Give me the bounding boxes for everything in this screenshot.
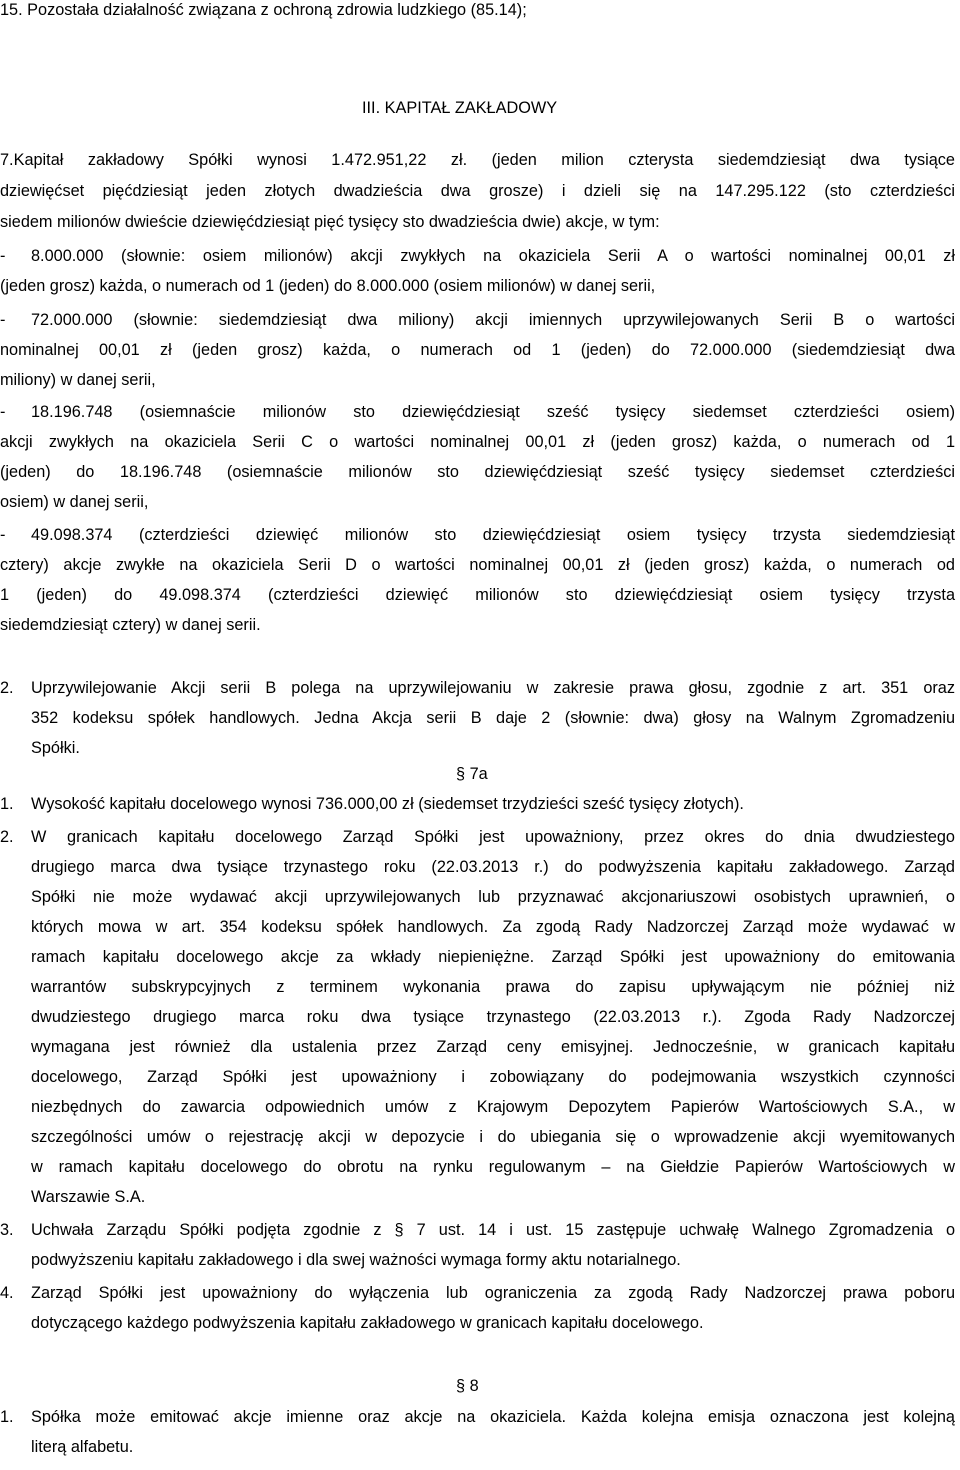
- paragraph-line: literą alfabetu.: [31, 1438, 134, 1456]
- list-number: 1.: [0, 1408, 14, 1426]
- paragraph-line: podwyższeniu kapitału zakładowego i dla swej ważności wymaga formy aktu notarialnego.: [31, 1251, 681, 1269]
- paragraph-line: Spółki.: [31, 739, 80, 757]
- list-dash: -: [0, 526, 6, 544]
- paragraph-line: 352 kodeksu spółek handlowych. Jedna Akcja serii B daje 2 (słownie: dwa) głosy na Walnym Zgromadzeniu: [31, 709, 955, 727]
- list-number: 4.: [0, 1284, 14, 1302]
- paragraph-line: Uprzywilejowanie Akcji serii B polega na uprzywilejowaniu w zakresie prawa głosu, zgodnie z art. 351 oraz: [31, 679, 955, 697]
- section-number: 7a: [469, 765, 488, 783]
- list-number: 2.: [0, 679, 14, 697]
- section-7-line: 7.Kapitał zakładowy Spółki wynosi 1.472.951,22 zł. (jeden milion czterysta siedemdziesiąt dwa tysiące: [0, 151, 955, 169]
- paragraph-line: dotyczącego każdego podwyższenia kapitału zakładowego w granicach kapitału docelowego.: [31, 1314, 704, 1332]
- section-symbol: §: [456, 1377, 466, 1395]
- series-line: (jeden) do 18.196.748 (osiemnaście milionów sto dziewięćdziesiąt sześć tysięcy siedemset czterdzieści: [0, 463, 955, 481]
- paragraph-line: drugiego marca dwa tysiące trzynastego roku (22.03.2013 r.) do podwyższenia kapitału zakładowego. Zarząd: [31, 858, 955, 876]
- paragraph-line: których mowa w art. 354 kodeksu spółek handlowych. Za zgodą Rady Nadzorczej Zarząd może wydawać w: [31, 918, 955, 936]
- list-number: 1.: [0, 795, 14, 813]
- section-7-line: dziewięćset pięćdziesiąt jeden złotych dwadzieścia dwa grosze) i dzieli się na 147.295.122 (sto czterdzieści: [0, 182, 955, 200]
- series-line: osiem) w danej serii,: [0, 493, 149, 511]
- section-heading-7a: [456, 762, 488, 786]
- section-7-line: siedem milionów dwieście dziewięćdziesiąt pięć tysięcy sto dwadzieścia dwie) akcje, w tym:: [0, 213, 660, 231]
- series-line: miliony) w danej serii,: [0, 371, 156, 389]
- paragraph-line: docelowego, Zarząd Spółki jest upoważniony i zobowiązany do podejmowania wszystkich czynności: [31, 1068, 955, 1086]
- section-heading-8: [456, 1374, 479, 1398]
- paragraph-line: Warszawie S.A.: [31, 1188, 146, 1206]
- series-line: (jeden grosz) każda, o numerach od 1 (jeden) do 8.000.000 (osiem milionów) w danej serii,: [0, 277, 656, 295]
- paragraph-line: W granicach kapitału docelowego Zarząd Spółki jest upoważniony, przez okres do dnia dwudziestego: [31, 828, 955, 846]
- section-number: 8: [469, 1377, 479, 1395]
- paragraph-line: Uchwała Zarządu Spółki podjęta zgodnie z § 7 ust. 14 i ust. 15 zastępuje uchwałę Walnego Zgromadzenia o: [31, 1221, 955, 1239]
- paragraph-line: warrantów subskrypcyjnych z terminem wykonania prawa do zapisu upływającym nie później niż: [31, 978, 955, 996]
- list-dash: -: [0, 247, 6, 265]
- list-number: 2.: [0, 828, 14, 846]
- paragraph-line: Wysokość kapitału docelowego wynosi 736.000,00 zł (siedemset trzydzieści sześć tysięcy złotych).: [31, 795, 744, 813]
- paragraph-line: Spółki nie może wydawać akcji uprzywilejowanych lub przyznawać akcjonariuszowi osobistych uprawnień, o: [31, 888, 955, 906]
- activity-item-15: 15. Pozostała działalność związana z ochroną zdrowia ludzkiego (85.14);: [0, 1, 527, 19]
- series-line: 18.196.748 (osiemnaście milionów sto dziewięćdziesiąt sześć tysięcy siedemset czterdzieści osiem): [31, 403, 955, 421]
- series-line: 8.000.000 (słownie: osiem milionów) akcji zwykłych na okaziciela Serii A o wartości nominalnej 00,01 zł: [31, 247, 955, 265]
- series-line: 1 (jeden) do 49.098.374 (czterdzieści dziewięć milionów sto dziewięćdziesiąt osiem tysięcy trzysta: [0, 586, 955, 604]
- list-number: 3.: [0, 1221, 14, 1239]
- series-line: siedemdziesiąt cztery) w danej serii.: [0, 616, 261, 634]
- paragraph-line: szczególności umów o rejestrację akcji w depozycie i do ubiegania się o wprowadzenie akcji wyemitowanych: [31, 1128, 955, 1146]
- list-dash: -: [0, 311, 6, 329]
- series-line: 49.098.374 (czterdzieści dziewięć milionów sto dziewięćdziesiąt osiem tysięcy trzysta siedemdziesiąt: [31, 526, 955, 544]
- series-line: cztery) akcje zwykłe na okaziciela Serii D o wartości nominalnej 00,01 zł (jeden grosz) każda, o numerach od: [0, 556, 955, 574]
- series-line: akcji zwykłych na okaziciela Serii C o wartości nominalnej 00,01 zł (jeden grosz) każda, o numerach od 1: [0, 433, 955, 451]
- paragraph-line: dwudziestego drugiego marca roku dwa tysiące trzynastego (22.03.2013 r.). Zgoda Rady Nadzorczej: [31, 1008, 955, 1026]
- paragraph-line: Zarząd Spółki jest upoważniony do wyłączenia lub ograniczenia za zgodą Rady Nadzorczej prawa poboru: [31, 1284, 955, 1302]
- paragraph-line: w ramach kapitału docelowego do obrotu na rynku regulowanym – na Giełdzie Papierów Wartościowych w: [31, 1158, 955, 1176]
- paragraph-line: niezbędnych do zawarcia odpowiednich umów z Krajowym Depozytem Papierów Wartościowych S.A., w: [31, 1098, 955, 1116]
- list-dash: -: [0, 403, 6, 421]
- paragraph-line: ramach kapitału docelowego akcje za wkłady niepieniężne. Zarząd Spółki jest upoważniony do emitowania: [31, 948, 955, 966]
- paragraph-line: wymagana jest również dla ustalenia przez Zarząd ceny emisyjnej. Jednocześnie, w granicach kapitału: [31, 1038, 955, 1056]
- series-line: 72.000.000 (słownie: siedemdziesiąt dwa miliony) akcji imiennych uprzywilejowanych Serii B o wartości: [31, 311, 955, 329]
- section-heading-kapital: III. KAPITAŁ ZAKŁADOWY: [362, 99, 558, 117]
- section-symbol: §: [456, 765, 466, 783]
- paragraph-line: Spółka może emitować akcje imienne oraz akcje na okaziciela. Każda kolejna emisja oznaczona jest kolejną: [31, 1408, 955, 1426]
- series-line: nominalnej 00,01 zł (jeden grosz) każda, o numerach od 1 (jeden) do 72.000.000 (siedemdziesiąt dwa: [0, 341, 955, 359]
